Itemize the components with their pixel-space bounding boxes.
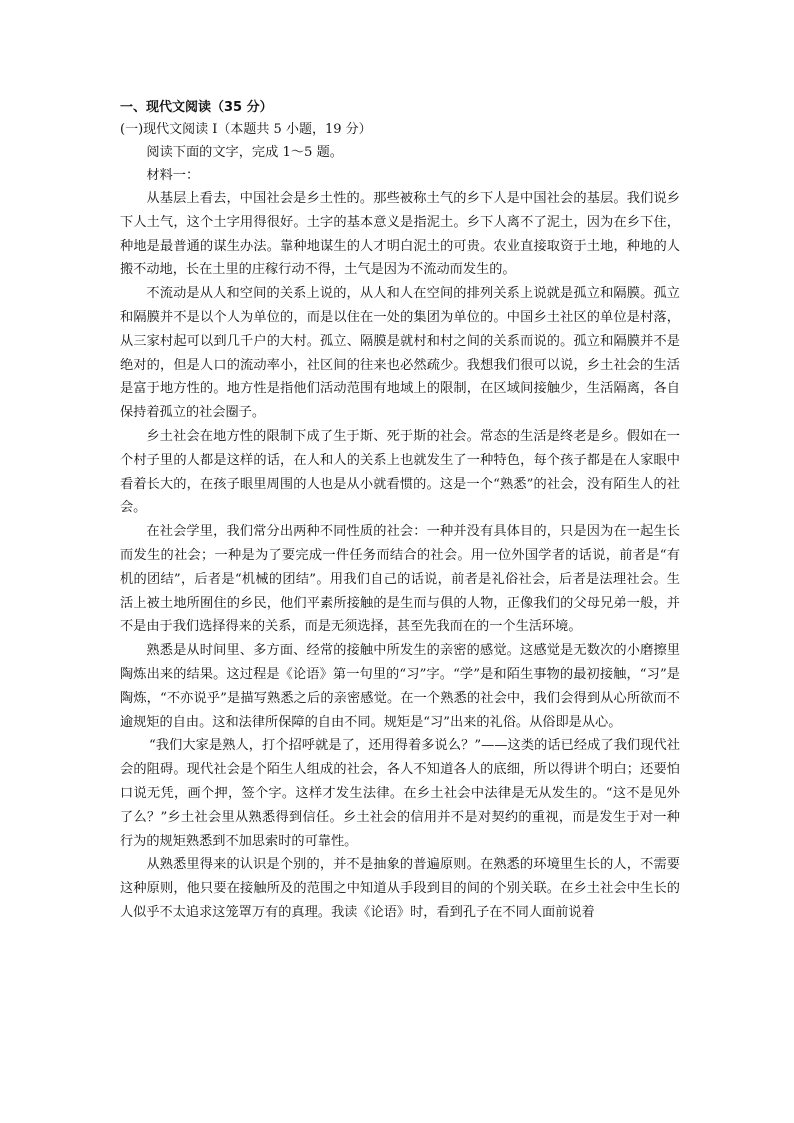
paragraph-4: 在社会学里，我们常分出两种不同性质的社会：一种并没有具体目的，只是因为在一起生长而发生的社会；一种是为了要完成一件任务而结合的社会。用一位外国学者的话说，前者是“有机的团结”，后者是“机械的团结”。用我们自己的话说，前者是礼俗社会，后者是法理社会。生活上被土地所囿住的乡民，他们平素所接触的是生而与俱的人物，正像我们的父母兄弟一般，并不是由于我们选择得来的关系，而是无须选择，甚至先我而在的一个生活环境。 bbox=[120, 524, 680, 635]
paragraph-1: 从基层上看去，中国社会是乡土性的。那些被称土气的乡下人是中国社会的基层。我们说乡下人土气，这个土字用得很好。土字的基本意义是指泥土。乡下人离不了泥土，因为在乡下住，种地是最普通的谋生办法。靠种地谋生的人才明白泥土的可贵。农业直接取资于土地，种地的人搬不动地，长在土里的庄稼行动不得，土气是因为不流动而发生的。 bbox=[120, 191, 680, 278]
paragraph-2: 不流动是从人和空间的关系上说的，从人和人在空间的排列关系上说就是孤立和隔膜。孤立和隔膜并不是以个人为单位的，而是以住在一处的集团为单位的。中国乡土社区的单位是村落，从三家村起可以到几千户的大村。孤立、隔膜是就村和村之间的关系而说的。孤立和隔膜并不是绝对的，但是人口的流动率小，社区间的往来也必然疏少。我想我们很可以说，乡土社会的生活是富于地方性的。地方性是指他们活动范围有地域上的限制，在区域间接触少，生活隔离，各自保持着孤立的社会圈子。 bbox=[120, 286, 680, 421]
paragraph-5: 熟悉是从时间里、多方面、经常的接触中所发生的亲密的感觉。这感觉是无数次的小磨擦里陶炼出来的结果。这过程是《论语》第一句里的“习”字。“学”是和陌生事物的最初接触，“习”是陶炼，“不亦说乎”是描写熟悉之后的亲密感觉。在一个熟悉的社会中，我们会得到从心所欲而不逾规矩的自由。这和法律所保障的自由不同。规矩是“习”出来的礼俗。从俗即是从心。 bbox=[120, 643, 680, 730]
subsection-title: (一)现代文阅读 I（本题共 5 小题，19 分） bbox=[120, 122, 372, 137]
paragraph-6: “我们大家是熟人，打个招呼就是了，还用得着多说么？”——这类的话已经成了我们现代社会的阻碍。现代社会是个陌生人组成的社会，各人不知道各人的底细，所以得讲个明白；还要怕口说无凭，画个押，签个字。这样才发生法律。在乡土社会中法律是无从发生的。“这不是见外了么？”乡土社会里从熟悉得到信任。乡土社会的信用并不是对契约的重视，而是发生于对一种行为的规矩熟悉到不加思索时的可靠性。 bbox=[120, 738, 680, 849]
paragraph-3: 乡土社会在地方性的限制下成了生于斯、死于斯的社会。常态的生活是终老是乡。假如在一个村子里的人都是这样的话，在人和人的关系上也就发生了一种特色，每个孩子都是在人家眼中看着长大的，在孩子眼里周围的人也是从小就看惯的。这是一个“熟悉”的社会，没有陌生人的社会。 bbox=[120, 428, 680, 516]
paragraph-7: 从熟悉里得来的认识是个别的，并不是抽象的普遍原则。在熟悉的环境里生长的人，不需要这种原则，他只要在接触所及的范围之中知道从手段到目的间的个别关联。在乡土社会中生长的人似乎不太追求这笼罩万有的真理。我读《论语》时，看到孔子在不同人面前说着 bbox=[120, 857, 680, 920]
material-label: 材料一： bbox=[146, 168, 200, 183]
reading-instruction: 阅读下面的文字，完成 1～5 题。 bbox=[146, 145, 343, 160]
document-page bbox=[120, 98, 680, 925]
section-title: 一、现代文阅读（35 分） bbox=[120, 100, 273, 115]
